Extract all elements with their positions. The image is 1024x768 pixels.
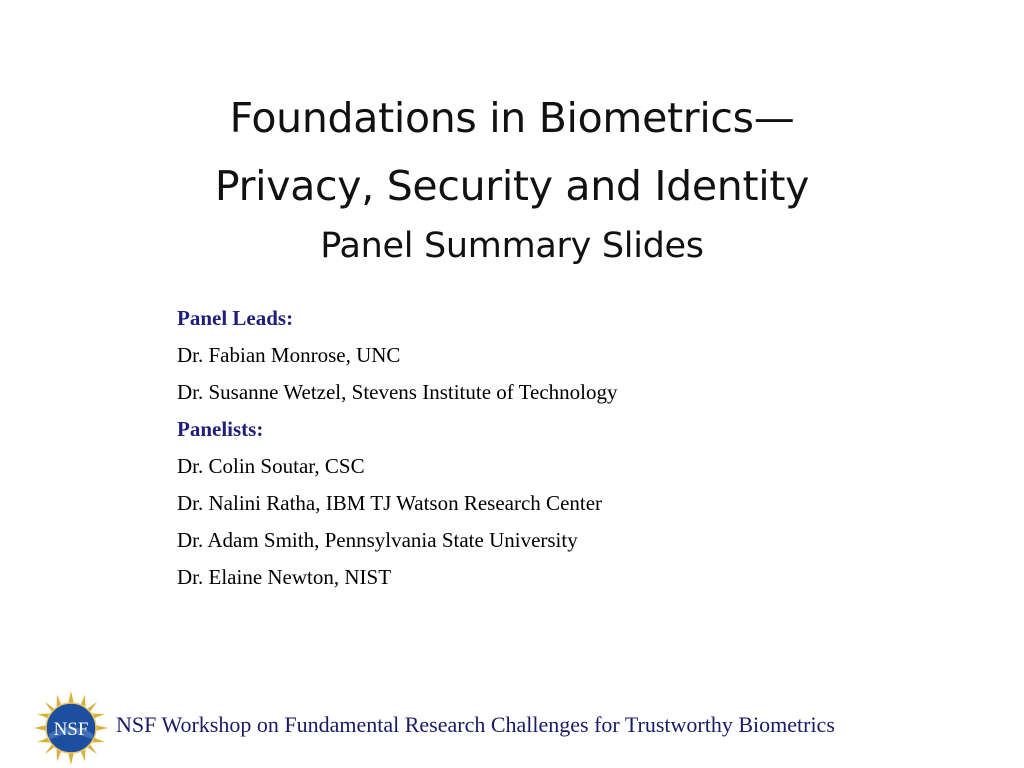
- slide-title-line-2: Privacy, Security and Identity: [214, 162, 810, 210]
- panelist-item: Dr. Elaine Newton, NIST: [177, 565, 392, 589]
- nsf-seal-icon: [33, 690, 109, 766]
- slide-subtitle: Panel Summary Slides: [320, 226, 704, 266]
- footer-text: NSF Workshop on Fundamental Research Challenges for Trustworthy Biometrics: [116, 712, 835, 737]
- nsf-logo-text: NSF: [53, 719, 89, 740]
- panelists-heading: Panelists:: [177, 417, 264, 441]
- slide-footer: [0, 686, 1024, 768]
- panel-lead-item: Dr. Fabian Monrose, UNC: [177, 343, 401, 367]
- panel-list: [177, 303, 977, 599]
- slide-title-block: [0, 84, 1024, 270]
- panelist-item: Dr. Adam Smith, Pennsylvania State University: [177, 528, 578, 552]
- panel-leads-heading: Panel Leads:: [177, 306, 294, 330]
- panelist-item: Dr. Nalini Ratha, IBM TJ Watson Research Center: [177, 491, 603, 515]
- panelist-item: Dr. Colin Soutar, CSC: [177, 454, 365, 478]
- panel-lead-item: Dr. Susanne Wetzel, Stevens Institute of Technology: [177, 380, 618, 404]
- slide-title-line-1: Foundations in Biometrics—: [229, 94, 795, 142]
